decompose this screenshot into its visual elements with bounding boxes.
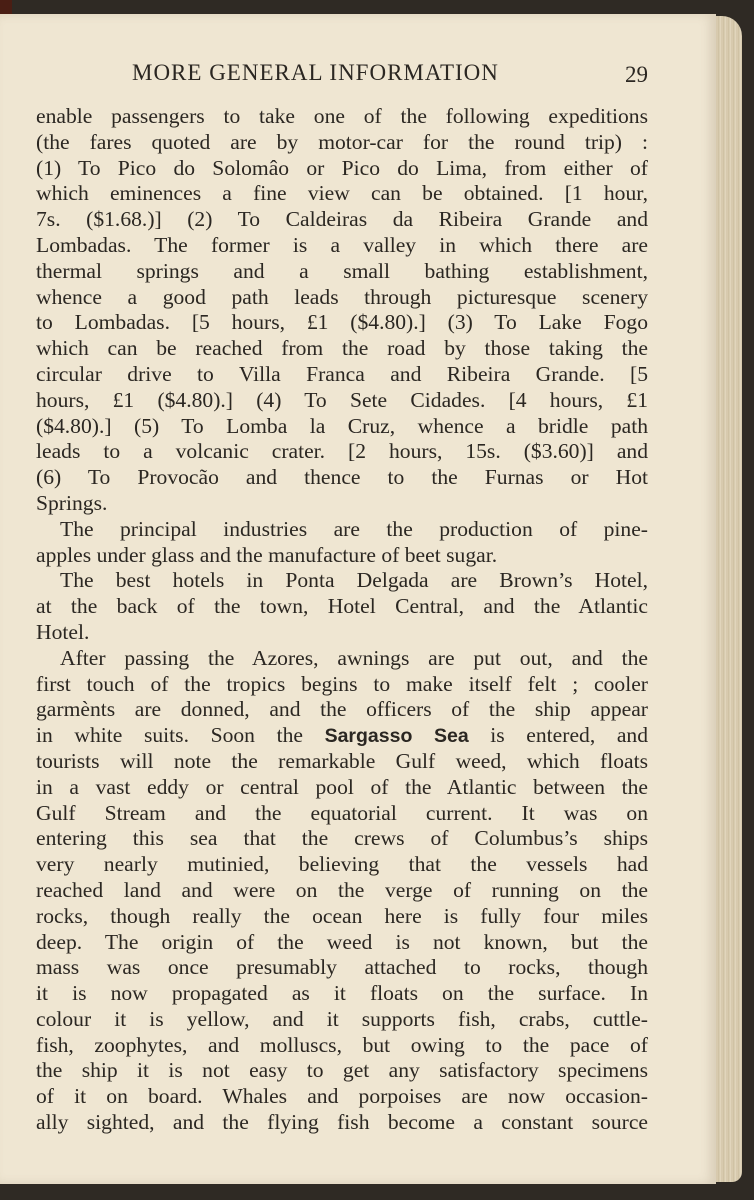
- text-line: After passing the Azores, awnings are put out, and the: [60, 645, 648, 670]
- text-line: it is now propagated as it floats on the surface. In: [36, 981, 648, 1006]
- running-head-title: MORE GENERAL INFORMATION: [132, 60, 499, 85]
- sargasso-sea-term: Sargasso Sea: [324, 725, 469, 748]
- text-line: (6) To Provocão and thence to the Furnas or Hot: [36, 465, 648, 490]
- text-line: Hotel.: [36, 619, 90, 644]
- text-segment: is entered, and: [468, 723, 649, 748]
- text-line: The principal industries are the production of pine-: [60, 516, 648, 541]
- text-line: at the back of the town, Hotel Central, and the Atlantic: [36, 594, 648, 619]
- text-line: colour it is yellow, and it supports fish, crabs, cuttle-: [36, 1006, 648, 1031]
- text-line: of it on board. Whales and porpoises are now occasion-: [36, 1084, 648, 1109]
- text-line: which eminences a fine view can be obtained. [1 hour,: [36, 181, 648, 206]
- page-edges: [712, 16, 742, 1182]
- text-line: thermal springs and a small bathing establishment,: [36, 258, 648, 283]
- text-line: reached land and were on the verge of running on the: [36, 877, 648, 902]
- body-text: [36, 104, 648, 1136]
- text-line: Gulf Stream and the equatorial current. It was on: [36, 800, 648, 825]
- text-line: first touch of the tropics begins to make itself felt ; cooler: [36, 671, 648, 696]
- text-line: ally sighted, and the flying fish become a constant source: [36, 1110, 648, 1135]
- text-line: enable passengers to take one of the following expeditions: [36, 104, 648, 128]
- running-head: [36, 58, 648, 92]
- book-page: [0, 14, 716, 1184]
- text-line: fish, zoophytes, and molluscs, but owing to the pace of: [36, 1032, 648, 1057]
- text-line: leads to a volcanic crater. [2 hours, 15s. ($3.60)] and: [36, 439, 648, 464]
- text-line: circular drive to Villa Franca and Ribeira Grande. [5: [36, 361, 648, 386]
- text-line: ($4.80).] (5) To Lomba la Cruz, whence a bridle path: [36, 413, 648, 438]
- text-line: rocks, though really the ocean here is fully four miles: [36, 903, 648, 928]
- text-line: (1) To Pico do Solomâo or Pico do Lima, from either of: [36, 155, 648, 180]
- text-line: whence a good path leads through picturesque scenery: [36, 284, 648, 309]
- text-line: The best hotels in Ponta Delgada are Brown’s Hotel,: [60, 568, 648, 593]
- text-line: very nearly mutinied, believing that the vessels had: [36, 852, 648, 877]
- page-number: 29: [625, 62, 648, 87]
- text-line: (the fares quoted are by motor-car for the round trip) :: [36, 129, 648, 154]
- text-segment: in white suits. Soon the: [36, 723, 325, 748]
- text-line: mass was once presumably attached to rocks, though: [36, 955, 648, 980]
- text-line: hours, £1 ($4.80).] (4) To Sete Cidades. [4 hours, £1: [36, 387, 648, 412]
- text-line: 7s. ($1.68.)] (2) To Caldeiras da Ribeira Grande and: [36, 207, 648, 232]
- scan-corner-mark: [0, 0, 12, 14]
- text-line: apples under glass and the manufacture of beet sugar.: [36, 542, 498, 567]
- text-line: in a vast eddy or central pool of the Atlantic between the: [36, 774, 648, 799]
- text-line: which can be reached from the road by those taking the: [36, 336, 648, 361]
- text-line: tourists will note the remarkable Gulf weed, which floats: [36, 748, 648, 773]
- text-line: the ship it is not easy to get any satisfactory specimens: [36, 1058, 648, 1083]
- text-line: entering this sea that the crews of Columbus’s ships: [36, 826, 648, 851]
- text-line: deep. The origin of the weed is not known, but the: [36, 929, 648, 954]
- text-line: Lombadas. The former is a valley in which there are: [36, 232, 648, 257]
- text-line: garmènts are donned, and the officers of the ship appear: [36, 697, 648, 722]
- text-line: to Lombadas. [5 hours, £1 ($4.80).] (3) To Lake Fogo: [36, 310, 648, 335]
- text-line: Springs.: [36, 490, 108, 515]
- text-line-with-bold: [36, 723, 648, 749]
